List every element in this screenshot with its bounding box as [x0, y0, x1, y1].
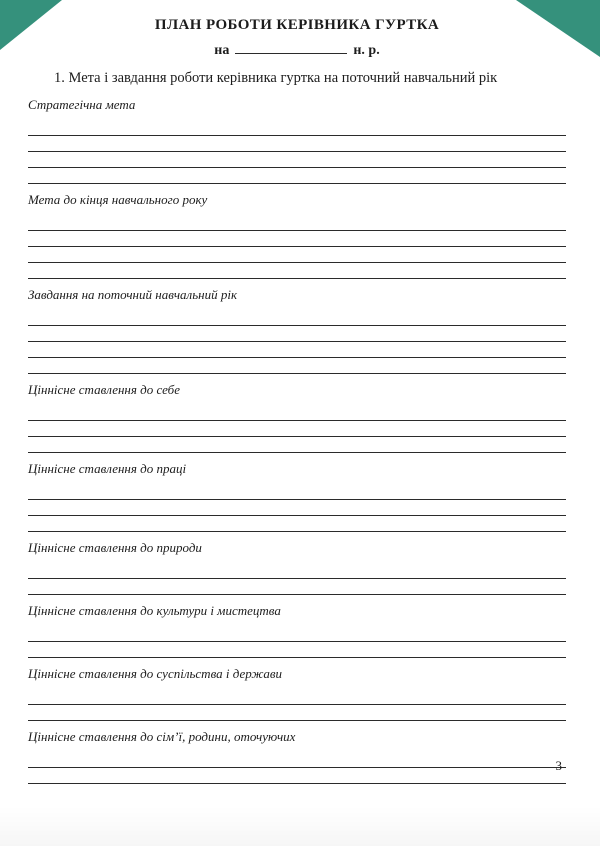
write-in-line	[28, 263, 566, 279]
write-in-line	[28, 168, 566, 184]
write-in-line	[28, 231, 566, 247]
write-in-line	[28, 500, 566, 516]
section-lines	[28, 752, 566, 784]
section-lines	[28, 689, 566, 721]
section-lines	[28, 484, 566, 532]
write-in-line	[28, 626, 566, 642]
section-label: Ціннісне ставлення до праці	[28, 461, 187, 476]
write-in-line	[28, 752, 566, 768]
write-in-line	[28, 579, 566, 595]
form-section	[28, 192, 566, 279]
write-in-line	[28, 358, 566, 374]
write-in-line	[28, 215, 566, 231]
section-heading: 1. Мета і завдання роботи керівника гуртка на поточний навчальний рік	[54, 70, 498, 86]
write-in-line	[28, 516, 566, 532]
write-in-line	[28, 484, 566, 500]
section-label: Ціннісне ставлення до себе	[28, 382, 180, 397]
page-bottom-shadow	[0, 806, 600, 846]
form-section	[28, 666, 566, 721]
form-section	[28, 603, 566, 658]
write-in-line	[28, 689, 566, 705]
write-in-line	[28, 310, 566, 326]
section-lines	[28, 120, 566, 184]
section-label: Ціннісне ставлення до суспільства і держави	[28, 666, 282, 681]
section-label: Ціннісне ставлення до сім’ї, родини, оточуючих	[28, 729, 296, 744]
write-in-line	[28, 120, 566, 136]
write-in-line	[28, 247, 566, 263]
year-line	[28, 41, 566, 59]
section-lines	[28, 215, 566, 279]
write-in-line	[28, 563, 566, 579]
write-in-line	[28, 342, 566, 358]
form-sections	[28, 97, 566, 784]
write-in-line	[28, 705, 566, 721]
page-number: 3	[555, 758, 562, 773]
form-section	[28, 97, 566, 184]
write-in-line	[28, 326, 566, 342]
section-label: Ціннісне ставлення до культури і мистецтва	[28, 603, 281, 618]
write-in-line	[28, 136, 566, 152]
section-label: Стратегічна мета	[28, 97, 136, 112]
write-in-line	[28, 405, 566, 421]
section-lines	[28, 626, 566, 658]
section-label: Завдання на поточний навчальний рік	[28, 287, 238, 302]
year-suffix: н. р.	[353, 43, 380, 58]
document-title: ПЛАН РОБОТИ КЕРІВНИКА ГУРТКА	[154, 17, 440, 33]
section-lines	[28, 563, 566, 595]
form-section	[28, 382, 566, 453]
year-prefix: на	[214, 43, 230, 58]
write-in-line	[28, 421, 566, 437]
year-blank	[235, 41, 347, 54]
write-in-line	[28, 642, 566, 658]
section-lines	[28, 310, 566, 374]
form-section	[28, 287, 566, 374]
write-in-line	[28, 152, 566, 168]
section-label: Ціннісне ставлення до природи	[28, 540, 202, 555]
write-in-line	[28, 768, 566, 784]
form-section	[28, 461, 566, 532]
section-label: Мета до кінця навчального року	[28, 192, 208, 207]
write-in-line	[28, 437, 566, 453]
form-section	[28, 540, 566, 595]
section-lines	[28, 405, 566, 453]
form-section	[28, 729, 566, 784]
